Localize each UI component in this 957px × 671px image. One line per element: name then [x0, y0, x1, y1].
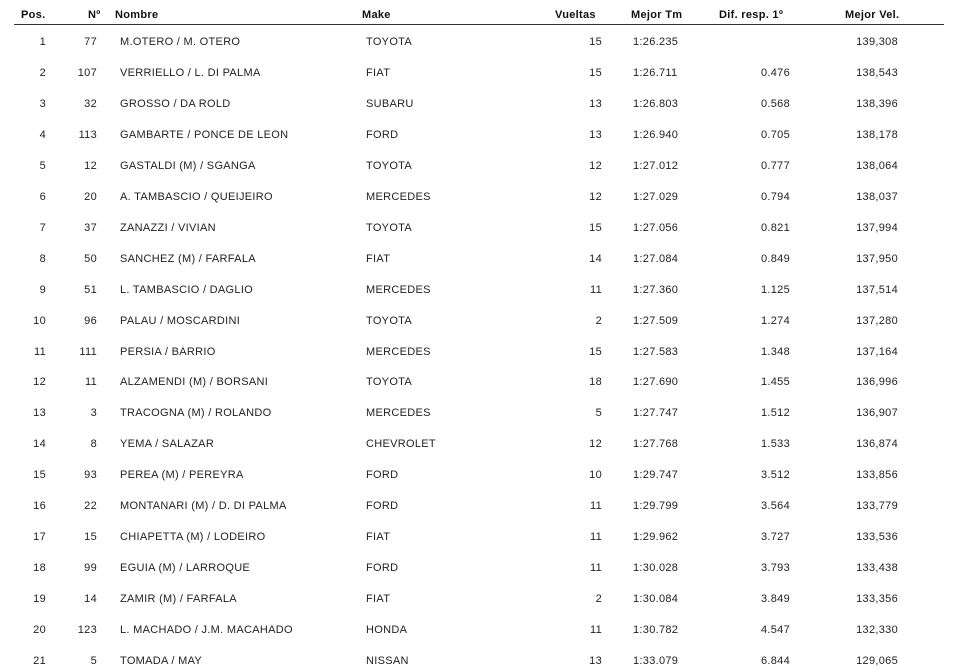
cell-vel: 133,779	[856, 500, 898, 513]
cell-diff: 1.125	[760, 283, 790, 296]
cell-vel: 138,178	[856, 128, 898, 141]
cell-laps: 15	[589, 345, 602, 358]
cell-num: 96	[84, 314, 97, 327]
cell-pos: 5	[39, 159, 46, 172]
cell-make: MERCEDES	[366, 190, 431, 203]
cell-num: 77	[84, 36, 97, 48]
cell-pos: 19	[33, 593, 46, 606]
cell-num: 50	[84, 252, 97, 265]
cell-pos: 4	[39, 128, 46, 141]
cell-name: ZAMIR (M) / FARFALA	[120, 593, 237, 606]
table-row	[0, 188, 957, 208]
cell-name: M.OTERO / M. OTERO	[120, 36, 241, 48]
cell-pos: 16	[33, 500, 46, 513]
cell-vel: 136,996	[856, 376, 898, 389]
cell-num: 12	[84, 159, 97, 172]
cell-vel: 137,280	[856, 314, 898, 327]
cell-best: 1:30.782	[633, 624, 679, 637]
cell-best: 1:27.360	[633, 283, 679, 296]
table-row	[0, 497, 957, 517]
cell-laps: 13	[589, 128, 602, 141]
cell-pos: 12	[33, 376, 46, 389]
cell-name: ALZAMENDI (M) / BORSANI	[120, 376, 269, 389]
table-row	[0, 590, 957, 610]
cell-pos: 21	[33, 655, 46, 667]
cell-laps: 11	[589, 562, 602, 575]
header-num: Nº	[88, 9, 101, 21]
cell-best: 1:27.747	[633, 407, 679, 420]
cell-diff: 1.533	[760, 438, 790, 451]
cell-name: GAMBARTE / PONCE DE LEON	[120, 128, 289, 141]
cell-pos: 17	[33, 531, 46, 544]
cell-vel: 138,064	[856, 159, 898, 172]
cell-best: 1:27.768	[633, 438, 679, 451]
cell-num: 14	[84, 593, 97, 606]
cell-num: 32	[84, 97, 97, 110]
cell-pos: 1	[39, 36, 46, 48]
cell-pos: 20	[33, 624, 46, 637]
cell-laps: 12	[589, 438, 602, 451]
cell-num: 37	[84, 221, 97, 234]
cell-diff: 3.793	[760, 562, 790, 575]
cell-pos: 18	[33, 562, 46, 575]
cell-diff: 1.348	[760, 345, 790, 358]
cell-make: SUBARU	[366, 97, 414, 110]
cell-name: PEREA (M) / PEREYRA	[120, 469, 244, 482]
table-row	[0, 95, 957, 115]
cell-diff: 0.568	[760, 97, 790, 110]
table-row	[0, 373, 957, 393]
cell-best: 1:30.028	[633, 562, 679, 575]
cell-best: 1:29.962	[633, 531, 679, 544]
cell-vel: 139,308	[856, 36, 898, 48]
cell-laps: 2	[595, 314, 602, 327]
cell-vel: 136,907	[856, 407, 898, 420]
cell-diff: 1.512	[760, 407, 790, 420]
cell-pos: 10	[33, 314, 46, 327]
cell-laps: 13	[589, 655, 602, 667]
cell-name: SANCHEZ (M) / FARFALA	[120, 252, 256, 265]
cell-make: MERCEDES	[366, 283, 431, 296]
cell-diff: 0.705	[760, 128, 790, 141]
cell-make: FORD	[366, 500, 399, 513]
cell-diff: 0.821	[760, 221, 790, 234]
cell-diff: 3.727	[760, 531, 790, 544]
table-row	[0, 250, 957, 270]
cell-num: 5	[90, 655, 97, 667]
table-row	[0, 126, 957, 146]
table-row	[0, 652, 957, 671]
cell-best: 1:27.056	[633, 221, 679, 234]
header-best: Mejor Tm	[631, 9, 683, 21]
table-row	[0, 466, 957, 486]
cell-vel: 137,164	[856, 345, 898, 358]
cell-name: EGUIA (M) / LARROQUE	[120, 562, 251, 575]
cell-pos: 8	[39, 252, 46, 265]
cell-num: 11	[84, 376, 97, 389]
cell-laps: 14	[589, 252, 602, 265]
cell-name: VERRIELLO / L. DI PALMA	[120, 66, 261, 79]
header-make: Make	[362, 9, 391, 21]
cell-best: 1:29.799	[633, 500, 679, 513]
cell-diff: 1.455	[760, 376, 790, 389]
cell-diff: 0.849	[760, 252, 790, 265]
cell-diff: 3.849	[760, 593, 790, 606]
cell-vel: 138,037	[856, 190, 898, 203]
cell-vel: 137,994	[856, 221, 898, 234]
cell-vel: 133,356	[856, 593, 898, 606]
table-row	[0, 559, 957, 579]
cell-name: MONTANARI (M) / D. DI PALMA	[120, 500, 287, 513]
cell-make: FIAT	[366, 593, 391, 606]
cell-make: FORD	[366, 469, 399, 482]
cell-make: TOYOTA	[366, 314, 413, 327]
cell-laps: 15	[589, 66, 602, 79]
cell-num: 123	[77, 624, 97, 637]
cell-name: L. MACHADO / J.M. MACAHADO	[120, 624, 293, 637]
table-row	[0, 312, 957, 332]
cell-make: TOYOTA	[366, 159, 413, 172]
cell-best: 1:26.940	[633, 128, 679, 141]
cell-pos: 11	[33, 345, 46, 358]
cell-vel: 137,514	[856, 283, 898, 296]
cell-num: 51	[84, 283, 97, 296]
cell-pos: 14	[33, 438, 46, 451]
cell-vel: 136,874	[856, 438, 898, 451]
cell-name: TRACOGNA (M) / ROLANDO	[120, 407, 272, 420]
cell-diff: 3.564	[760, 500, 790, 513]
table-row	[0, 435, 957, 455]
cell-laps: 11	[589, 531, 602, 544]
cell-name: CHIAPETTA (M) / LODEIRO	[120, 531, 266, 544]
cell-name: A. TAMBASCIO / QUEIJEIRO	[120, 190, 273, 203]
cell-laps: 2	[595, 593, 602, 606]
table-row	[0, 33, 957, 53]
cell-num: 93	[84, 469, 97, 482]
cell-name: YEMA / SALAZAR	[120, 438, 215, 451]
cell-diff: 0.777	[760, 159, 790, 172]
cell-make: TOYOTA	[366, 376, 413, 389]
cell-laps: 15	[589, 36, 602, 48]
cell-best: 1:27.084	[633, 252, 679, 265]
cell-vel: 133,856	[856, 469, 898, 482]
cell-best: 1:27.029	[633, 190, 679, 203]
table-row	[0, 528, 957, 548]
table-row	[0, 219, 957, 239]
cell-pos: 7	[39, 221, 46, 234]
cell-diff: 0.794	[760, 190, 790, 203]
cell-name: PALAU / MOSCARDINI	[120, 314, 241, 327]
cell-vel: 138,543	[856, 66, 898, 79]
cell-name: L. TAMBASCIO / DAGLIO	[120, 283, 254, 296]
cell-make: CHEVROLET	[366, 438, 436, 451]
cell-make: HONDA	[366, 624, 408, 637]
header-pos: Pos.	[21, 9, 46, 21]
cell-name: GROSSO / DA ROLD	[120, 97, 231, 110]
cell-vel: 133,536	[856, 531, 898, 544]
cell-pos: 13	[33, 407, 46, 420]
table-row	[0, 343, 957, 363]
cell-laps: 11	[589, 500, 602, 513]
table-row	[0, 281, 957, 301]
cell-num: 22	[84, 500, 97, 513]
cell-name: TOMADA / MAY	[120, 655, 203, 667]
cell-vel: 133,438	[856, 562, 898, 575]
cell-vel: 129,065	[856, 655, 898, 667]
cell-vel: 138,396	[856, 97, 898, 110]
cell-make: FORD	[366, 128, 399, 141]
cell-num: 8	[90, 438, 97, 451]
cell-make: FIAT	[366, 252, 391, 265]
cell-num: 3	[90, 407, 97, 420]
cell-pos: 2	[39, 66, 46, 79]
header-divider	[14, 24, 944, 25]
cell-diff: 6.844	[760, 655, 790, 667]
cell-diff: 0.476	[760, 66, 790, 79]
header-diff: Dif. resp. 1º	[719, 9, 784, 21]
cell-num: 107	[77, 66, 97, 79]
table-row	[0, 404, 957, 424]
cell-make: TOYOTA	[366, 221, 413, 234]
cell-best: 1:27.509	[633, 314, 679, 327]
cell-best: 1:27.690	[633, 376, 679, 389]
cell-name: PERSIA / BARRIO	[120, 345, 216, 358]
cell-pos: 6	[39, 190, 46, 203]
cell-best: 1:26.803	[633, 97, 679, 110]
header-name: Nombre	[115, 9, 159, 21]
cell-best: 1:27.583	[633, 345, 679, 358]
table-row	[0, 64, 957, 84]
cell-pos: 3	[39, 97, 46, 110]
cell-best: 1:30.084	[633, 593, 679, 606]
header-laps: Vueltas	[555, 9, 596, 21]
cell-laps: 11	[589, 624, 602, 637]
cell-make: FORD	[366, 562, 399, 575]
cell-make: MERCEDES	[366, 345, 431, 358]
cell-num: 99	[84, 562, 97, 575]
cell-laps: 10	[589, 469, 602, 482]
cell-make: TOYOTA	[366, 36, 413, 48]
cell-vel: 132,330	[856, 624, 898, 637]
cell-make: FIAT	[366, 531, 391, 544]
header-vel: Mejor Vel.	[845, 9, 900, 21]
cell-make: FIAT	[366, 66, 391, 79]
cell-pos: 9	[39, 283, 46, 296]
cell-vel: 137,950	[856, 252, 898, 265]
cell-laps: 18	[589, 376, 602, 389]
cell-num: 15	[84, 531, 97, 544]
cell-num: 20	[84, 190, 97, 203]
cell-make: MERCEDES	[366, 407, 431, 420]
cell-diff: 1.274	[760, 314, 790, 327]
table-row	[0, 157, 957, 177]
cell-laps: 15	[589, 221, 602, 234]
table-row	[0, 621, 957, 641]
cell-diff: 4.547	[760, 624, 790, 637]
cell-num: 111	[79, 345, 97, 358]
cell-laps: 11	[589, 283, 602, 296]
cell-name: ZANAZZI / VIVIAN	[120, 221, 216, 234]
cell-best: 1:33.079	[633, 655, 679, 667]
cell-make: NISSAN	[366, 655, 409, 667]
cell-best: 1:27.012	[633, 159, 679, 172]
cell-name: GASTALDI (M) / SGANGA	[120, 159, 256, 172]
cell-best: 1:26.711	[633, 66, 678, 79]
table-header	[0, 6, 957, 26]
cell-laps: 12	[589, 190, 602, 203]
cell-laps: 5	[595, 407, 602, 420]
cell-diff: 3.512	[760, 469, 790, 482]
cell-laps: 13	[589, 97, 602, 110]
cell-num: 113	[78, 128, 97, 141]
cell-best: 1:29.747	[633, 469, 679, 482]
cell-laps: 12	[589, 159, 602, 172]
cell-best: 1:26.235	[633, 36, 679, 48]
cell-pos: 15	[33, 469, 46, 482]
